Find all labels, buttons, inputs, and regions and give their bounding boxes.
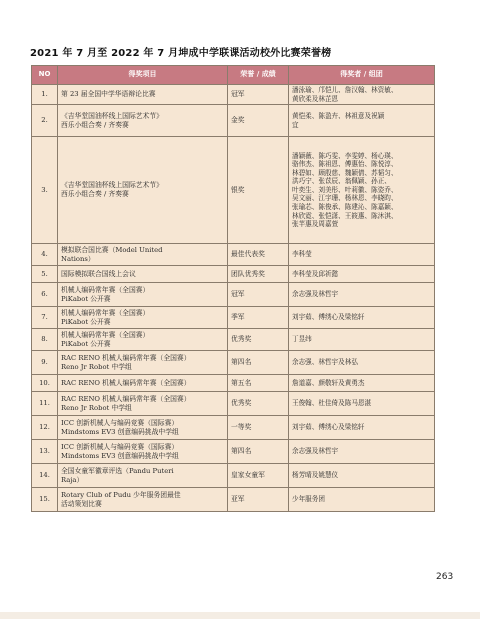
table-row [32, 464, 435, 488]
event-name [58, 416, 228, 440]
event-line: RAC RENO 机械人编码常年赛（全国赛） [61, 394, 191, 403]
winners-line: 林欣霓、张恺潇、王筱惠、陈沐淇、 [292, 211, 398, 220]
row-number: 2. [32, 105, 58, 137]
winners-line: 杨芳晴及姚慧仪 [292, 471, 339, 480]
winners-list [289, 464, 435, 488]
event-name [58, 307, 228, 329]
winners-list [289, 440, 435, 464]
event-line: Mindstoms EV3 创意编码挑战中学组 [61, 451, 179, 460]
award-result: 团队优秀奖 [228, 266, 289, 283]
event-line: Reno Jr Robot 中学组 [61, 362, 132, 371]
award-result: 金奖 [228, 105, 289, 137]
event-line: Rotary Club of Pudu 少年服务团最佳 [61, 490, 181, 499]
event-line: 活动策划比赛 [61, 499, 102, 508]
table-row [32, 392, 435, 416]
winners-list [289, 375, 435, 392]
event-line: 国际模拟联合国线上会议 [61, 269, 136, 278]
winners-line: 潘颖薇、陈巧雯、李雯婷、杨心瑛、 [292, 151, 398, 160]
award-result: 亚军 [228, 488, 289, 512]
winners-line: 林碧如、顾殷慈、魏颖倩、苏韬匀、 [292, 168, 398, 177]
winners-line: 詹道嘉、颜敬轩及黄勇杰 [292, 378, 365, 387]
event-line: RAC RENO 机械人编码常年赛（全国赛） [61, 378, 191, 387]
row-number: 15. [32, 488, 58, 512]
winners-line: 王俊翰、杜佳倚及陈马恩湛 [292, 399, 372, 408]
page-number: 263 [436, 572, 454, 582]
table-row [32, 266, 435, 283]
table-row [32, 329, 435, 351]
winners-line: 宜 [292, 120, 299, 129]
event-name [58, 244, 228, 266]
event-name [58, 392, 228, 416]
row-number: 1. [32, 85, 58, 105]
award-result: 最佳代表奖 [228, 244, 289, 266]
event-line: ICC 创新机械人与编码竞赛（国际赛） [61, 418, 179, 427]
row-number: 11. [32, 392, 58, 416]
winners-line: 张芊惠及周嘉萱 [292, 220, 339, 229]
event-line: 第 23 届全国中学华语辩论比赛 [61, 90, 156, 99]
table-row [32, 105, 435, 137]
table-row [32, 351, 435, 375]
winners-line: 刘宇茹、傅绣心及梁铭轩 [292, 313, 365, 322]
row-number: 13. [32, 440, 58, 464]
winners-line: 李科莹及邱祈懿 [292, 269, 339, 278]
table-row [32, 488, 435, 512]
winners-line: 余志强、林哲宇及林弘 [292, 358, 358, 367]
event-name [58, 488, 228, 512]
event-line: Reno Jr Robot 中学组 [61, 403, 132, 412]
event-name [58, 283, 228, 307]
event-line: Mindstoms EV3 创意编码挑战中学组 [61, 427, 179, 436]
winners-line: 丁昱纬 [292, 335, 312, 344]
footer-band [0, 612, 480, 619]
award-result: 银奖 [228, 137, 289, 244]
event-line: 《吉华堂国油杯线上国际艺术节》 [61, 181, 163, 190]
table-body [32, 85, 435, 512]
event-line: PiKabot 公开赛 [61, 339, 111, 348]
winners-line: 张瑜芯、陈俊承、陈建沁、陈嘉颖、 [292, 202, 398, 211]
awards-table [31, 65, 435, 512]
winners-line: 叶奕生、刘美彤、叶莉徽、陈姿乔、 [292, 185, 398, 194]
table-row [32, 244, 435, 266]
winners-list [289, 488, 435, 512]
event-line: 全国女童军徽章评选（Pandu Puteri [61, 466, 174, 475]
event-name [58, 266, 228, 283]
award-result: 第四名 [228, 440, 289, 464]
event-line: RAC RENO 机械人编码常年赛（全国赛） [61, 353, 191, 362]
event-line: ICC 创新机械人与编码竞赛（国际赛） [61, 442, 179, 451]
event-name [58, 464, 228, 488]
event-line: 机械人编码常年赛（全国赛） [61, 330, 150, 339]
row-number: 14. [32, 464, 58, 488]
table-row [32, 85, 435, 105]
winners-line: 骆伟杰、陈祖恩、傅惠怡、陈悦淳、 [292, 160, 398, 169]
winners-line: 少年服务团 [292, 495, 325, 504]
award-result: 第四名 [228, 351, 289, 375]
table-row [32, 440, 435, 464]
winners-list [289, 392, 435, 416]
winners-line: 黄欣柔及林芷恩 [292, 94, 339, 103]
event-name [58, 351, 228, 375]
event-line: PiKabot 公开赛 [61, 317, 111, 326]
event-line: 机械人编码常年赛（全国赛） [61, 285, 150, 294]
event-name [58, 329, 228, 351]
winners-list [289, 351, 435, 375]
award-result: 优秀奖 [228, 392, 289, 416]
event-line: 机械人编码常年赛（全国赛） [61, 308, 150, 317]
event-line: Raja） [61, 475, 84, 484]
event-line: 《吉华堂国油杯线上国际艺术节》 [61, 111, 163, 120]
header-winners: 得奖者 / 组团 [289, 66, 435, 85]
table-row [32, 416, 435, 440]
header-award: 荣誉 / 成绩 [228, 66, 289, 85]
winners-list [289, 85, 435, 105]
award-result: 优秀奖 [228, 329, 289, 351]
row-number: 7. [32, 307, 58, 329]
winners-line: 潘泳瑜、邝恺儿、詹汉翰、林资敏、 [292, 86, 398, 94]
event-line: 西乐小组合奏 / 齐奏赛 [61, 190, 129, 199]
row-number: 3. [32, 137, 58, 244]
event-name [58, 105, 228, 137]
winners-list [289, 137, 435, 244]
winners-line: 李科莹 [292, 250, 312, 259]
table-row [32, 137, 435, 244]
award-result: 皇家女童军 [228, 464, 289, 488]
winners-list [289, 244, 435, 266]
winners-list [289, 266, 435, 283]
table-row [32, 307, 435, 329]
event-name [58, 137, 228, 244]
event-line: 西乐小组合奏 / 齐奏赛 [61, 120, 129, 129]
page-title: 2021 年 7 月至 2022 年 7 月坤成中学联课活动校外比赛荣誉榜 [30, 48, 332, 59]
event-name [58, 440, 228, 464]
winners-list [289, 105, 435, 137]
award-result: 冠军 [228, 85, 289, 105]
header-no: NO [32, 66, 58, 85]
table-row [32, 375, 435, 392]
award-result: 冠军 [228, 283, 289, 307]
winners-list [289, 283, 435, 307]
winners-list [289, 307, 435, 329]
row-number: 12. [32, 416, 58, 440]
row-number: 9. [32, 351, 58, 375]
event-name [58, 85, 228, 105]
row-number: 8. [32, 329, 58, 351]
winners-line: 吴文丽、江宇珊、杨林恩、李晓昀、 [292, 194, 398, 203]
table-header-row [32, 66, 435, 85]
winners-line: 余志强及林哲宇 [292, 447, 339, 456]
winners-line: 黄恺柔、陈盈卉、林祖意及祝颖 [292, 112, 385, 121]
event-name [58, 375, 228, 392]
award-result: 一等奖 [228, 416, 289, 440]
header-event: 得奖项目 [58, 66, 228, 85]
event-line: PiKabot 公开赛 [61, 294, 111, 303]
winners-list [289, 329, 435, 351]
row-number: 5. [32, 266, 58, 283]
row-number: 10. [32, 375, 58, 392]
winners-line: 洪巧宁、张苡辰、翁佩颖、孙正、 [292, 177, 391, 186]
event-line: Nations） [61, 254, 95, 263]
winners-line: 余志强及林哲宇 [292, 290, 339, 299]
award-result: 第五名 [228, 375, 289, 392]
winners-list [289, 416, 435, 440]
row-number: 4. [32, 244, 58, 266]
award-result: 季军 [228, 307, 289, 329]
winners-line: 刘宇茹、傅绣心及梁铭轩 [292, 423, 365, 432]
table-row [32, 283, 435, 307]
row-number: 6. [32, 283, 58, 307]
event-line: 模拟联合国比赛（Model United [61, 245, 163, 254]
